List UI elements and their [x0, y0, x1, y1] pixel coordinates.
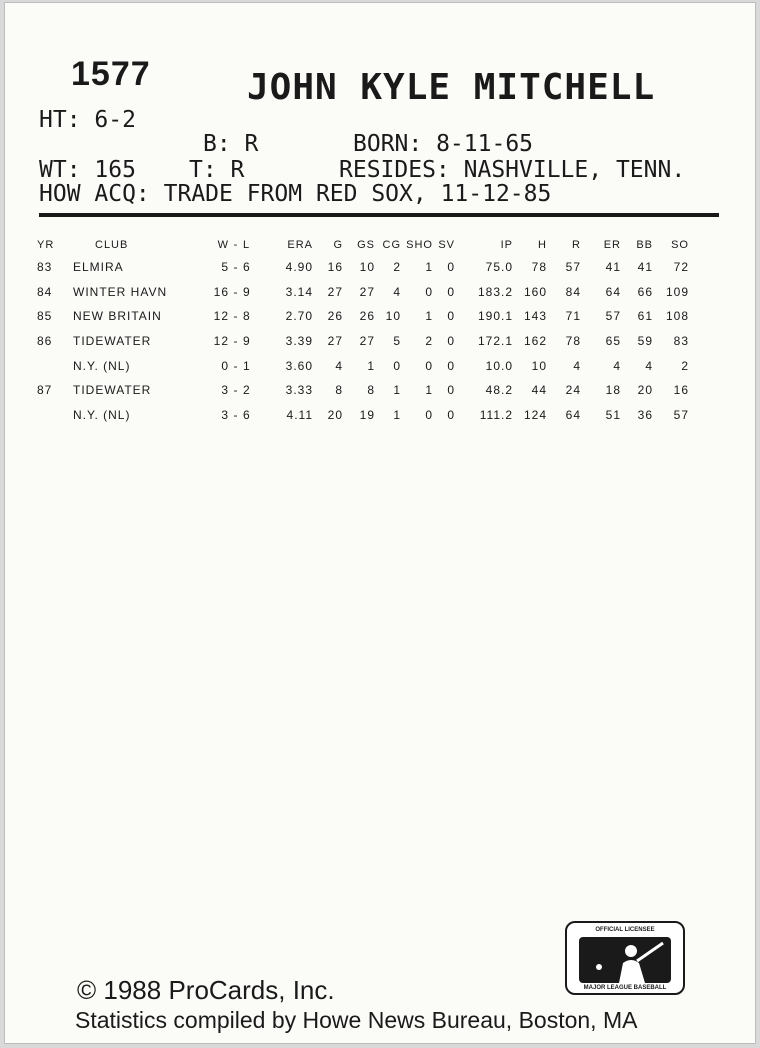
cell-sv: 0 — [447, 284, 455, 299]
cell-l: 1 — [243, 358, 251, 373]
cell-era: 3.14 — [285, 284, 313, 299]
cell-yr: 83 — [37, 260, 53, 275]
cell-era: 3.60 — [285, 358, 313, 373]
cell-bb: 59 — [637, 334, 653, 349]
born-label: BORN: 8-11-65 — [353, 131, 534, 157]
cell-cg: 4 — [393, 284, 401, 299]
logo-top-text: OFFICIAL LICENSEE — [595, 927, 655, 933]
cell-ip: 172.1 — [477, 334, 513, 349]
cell-era: 4.11 — [286, 407, 313, 422]
cell-h: 10 — [531, 358, 547, 373]
cell-h: 44 — [531, 383, 547, 398]
bats-label: B: R — [203, 131, 259, 157]
cell-era: 3.33 — [285, 383, 313, 398]
cell-w: 16 — [213, 284, 229, 299]
cell-sho: 1 — [425, 383, 433, 398]
col-h: H — [538, 239, 547, 251]
resides-label: RESIDES: NASHVILLE, TENN. — [339, 157, 686, 183]
cell-sv: 0 — [447, 334, 455, 349]
cell-dash: - — [233, 358, 239, 373]
cell-sho: 0 — [425, 358, 433, 373]
cell-er: 57 — [605, 309, 621, 324]
cell-so: 109 — [665, 284, 689, 299]
cell-gs: 27 — [359, 284, 375, 299]
cell-dash: - — [233, 334, 239, 349]
throws-label: T: R — [189, 157, 245, 183]
cell-g: 8 — [335, 383, 343, 398]
cell-l: 2 — [243, 383, 251, 398]
cell-g: 4 — [335, 358, 343, 373]
cell-club: N.Y. (NL) — [73, 407, 131, 422]
col-so: SO — [671, 239, 689, 251]
cell-dash: - — [233, 284, 239, 299]
cell-cg: 10 — [385, 309, 401, 324]
cell-so: 72 — [673, 260, 689, 275]
cell-h: 160 — [523, 284, 547, 299]
cell-so: 108 — [665, 309, 689, 324]
col-yr: YR — [37, 239, 55, 251]
col-sho: SHO — [406, 239, 433, 251]
col-cg: CG — [382, 239, 401, 251]
cell-sv: 0 — [447, 383, 455, 398]
table-row — [37, 329, 689, 354]
statistics-credit: Statistics compiled by Howe News Bureau, Boston, MA — [75, 1007, 638, 1033]
cell-dash: - — [233, 407, 239, 422]
weight-label: WT: 165 — [39, 157, 136, 183]
stats-table — [37, 235, 689, 427]
cell-ip: 190.1 — [477, 309, 513, 324]
stats-header-row — [37, 235, 689, 255]
table-row — [37, 353, 689, 378]
cell-sho: 0 — [425, 284, 433, 299]
cell-w: 12 — [213, 334, 229, 349]
cell-era: 2.70 — [285, 309, 313, 324]
cell-yr: 84 — [37, 284, 53, 299]
cell-r: 4 — [573, 358, 581, 373]
cell-g: 16 — [327, 260, 343, 275]
cell-era: 3.39 — [285, 334, 313, 349]
cell-gs: 1 — [367, 358, 375, 373]
logo-bottom-text: MAJOR LEAGUE BASEBALL — [583, 985, 667, 991]
cell-er: 18 — [605, 383, 621, 398]
mlb-batter-icon — [579, 937, 671, 983]
cell-yr — [37, 353, 73, 378]
col-l: L — [243, 239, 251, 251]
cell-l: 9 — [243, 334, 251, 349]
col-gs: GS — [357, 239, 375, 251]
col-sv: SV — [438, 239, 455, 251]
how-acquired-label: HOW ACQ: TRADE FROM RED SOX, 11-12-85 — [39, 181, 552, 207]
cell-cg: 0 — [393, 358, 401, 373]
cell-r: 57 — [565, 260, 581, 275]
cell-bb: 4 — [645, 358, 653, 373]
cell-dash: - — [233, 260, 239, 275]
cell-w: 3 — [221, 407, 229, 422]
cell-w: 12 — [213, 309, 229, 324]
cell-club: NEW BRITAIN — [73, 309, 162, 324]
cell-sho: 0 — [425, 407, 433, 422]
cell-er: 4 — [613, 358, 621, 373]
cell-yr: 85 — [37, 309, 53, 324]
cell-dash: - — [233, 383, 239, 398]
cell-so: 83 — [673, 334, 689, 349]
cell-er: 64 — [605, 284, 621, 299]
col-ip: IP — [500, 239, 513, 251]
cell-sho: 1 — [425, 309, 433, 324]
table-row — [37, 378, 689, 403]
cell-sv: 0 — [447, 407, 455, 422]
cell-bb: 61 — [637, 309, 653, 324]
cell-yr — [37, 403, 73, 428]
cell-h: 143 — [523, 309, 547, 324]
cell-cg: 1 — [393, 383, 401, 398]
card-number: 1577 — [71, 55, 151, 93]
cell-club: TIDEWATER — [73, 334, 152, 349]
cell-yr: 86 — [37, 334, 53, 349]
cell-cg: 1 — [393, 407, 401, 422]
cell-ip: 75.0 — [485, 260, 513, 275]
cell-sho: 2 — [425, 334, 433, 349]
table-row — [37, 255, 689, 280]
cell-h: 78 — [531, 260, 547, 275]
table-row — [37, 304, 689, 329]
cell-so: 16 — [673, 383, 689, 398]
cell-w: 3 — [221, 383, 229, 398]
col-er: ER — [603, 239, 621, 251]
cell-yr: 87 — [37, 383, 53, 398]
cell-w: 0 — [221, 358, 229, 373]
player-name: JOHN KYLE MITCHELL — [247, 67, 656, 108]
cell-r: 24 — [565, 383, 581, 398]
col-g: G — [333, 239, 343, 251]
cell-l: 8 — [243, 309, 251, 324]
copyright-text: © 1988 ProCards, Inc. — [77, 975, 335, 1005]
table-row — [37, 403, 689, 428]
cell-sv: 0 — [447, 309, 455, 324]
cell-sv: 0 — [447, 358, 455, 373]
cell-ip: 183.2 — [477, 284, 513, 299]
cell-l: 6 — [243, 407, 251, 422]
cell-club: WINTER HAVN — [73, 284, 168, 299]
cell-gs: 8 — [367, 383, 375, 398]
cell-cg: 2 — [393, 260, 401, 275]
col-club: CLUB — [95, 239, 129, 251]
cell-cg: 5 — [393, 334, 401, 349]
cell-dash: - — [233, 309, 239, 324]
cell-w: 5 — [221, 260, 229, 275]
cell-g: 27 — [327, 284, 343, 299]
cell-club: ELMIRA — [73, 260, 124, 275]
col-dash: - — [233, 239, 239, 251]
cell-r: 84 — [565, 284, 581, 299]
cell-gs: 10 — [359, 260, 375, 275]
cell-ip: 48.2 — [485, 383, 513, 398]
cell-er: 41 — [605, 260, 621, 275]
cell-bb: 20 — [637, 383, 653, 398]
cell-gs: 27 — [359, 334, 375, 349]
table-row — [37, 280, 689, 305]
cell-h: 124 — [523, 407, 547, 422]
cell-era: 4.90 — [285, 260, 313, 275]
cell-er: 51 — [605, 407, 621, 422]
cell-so: 2 — [681, 358, 689, 373]
cell-so: 57 — [673, 407, 689, 422]
cell-g: 20 — [327, 407, 343, 422]
col-w: W — [217, 239, 229, 251]
mlb-licensee-logo — [565, 921, 685, 995]
col-era: ERA — [287, 239, 313, 251]
cell-gs: 19 — [359, 407, 375, 422]
col-r: R — [572, 239, 581, 251]
cell-bb: 41 — [637, 260, 653, 275]
cell-g: 27 — [327, 334, 343, 349]
cell-sho: 1 — [425, 260, 433, 275]
cell-l: 9 — [243, 284, 251, 299]
cell-r: 64 — [565, 407, 581, 422]
cell-h: 162 — [523, 334, 547, 349]
cell-l: 6 — [243, 260, 251, 275]
card-back — [4, 2, 756, 1044]
col-bb: BB — [636, 239, 653, 251]
cell-gs: 26 — [359, 309, 375, 324]
cell-ip: 111.2 — [479, 407, 513, 422]
cell-g: 26 — [327, 309, 343, 324]
cell-r: 71 — [565, 309, 581, 324]
cell-club: TIDEWATER — [73, 383, 152, 398]
cell-bb: 36 — [637, 407, 653, 422]
header-divider — [39, 213, 719, 217]
cell-ip: 10.0 — [485, 358, 513, 373]
cell-club: N.Y. (NL) — [73, 358, 131, 373]
cell-bb: 66 — [637, 284, 653, 299]
cell-sv: 0 — [447, 260, 455, 275]
cell-r: 78 — [565, 334, 581, 349]
cell-er: 65 — [605, 334, 621, 349]
height-label: HT: 6-2 — [39, 107, 136, 133]
